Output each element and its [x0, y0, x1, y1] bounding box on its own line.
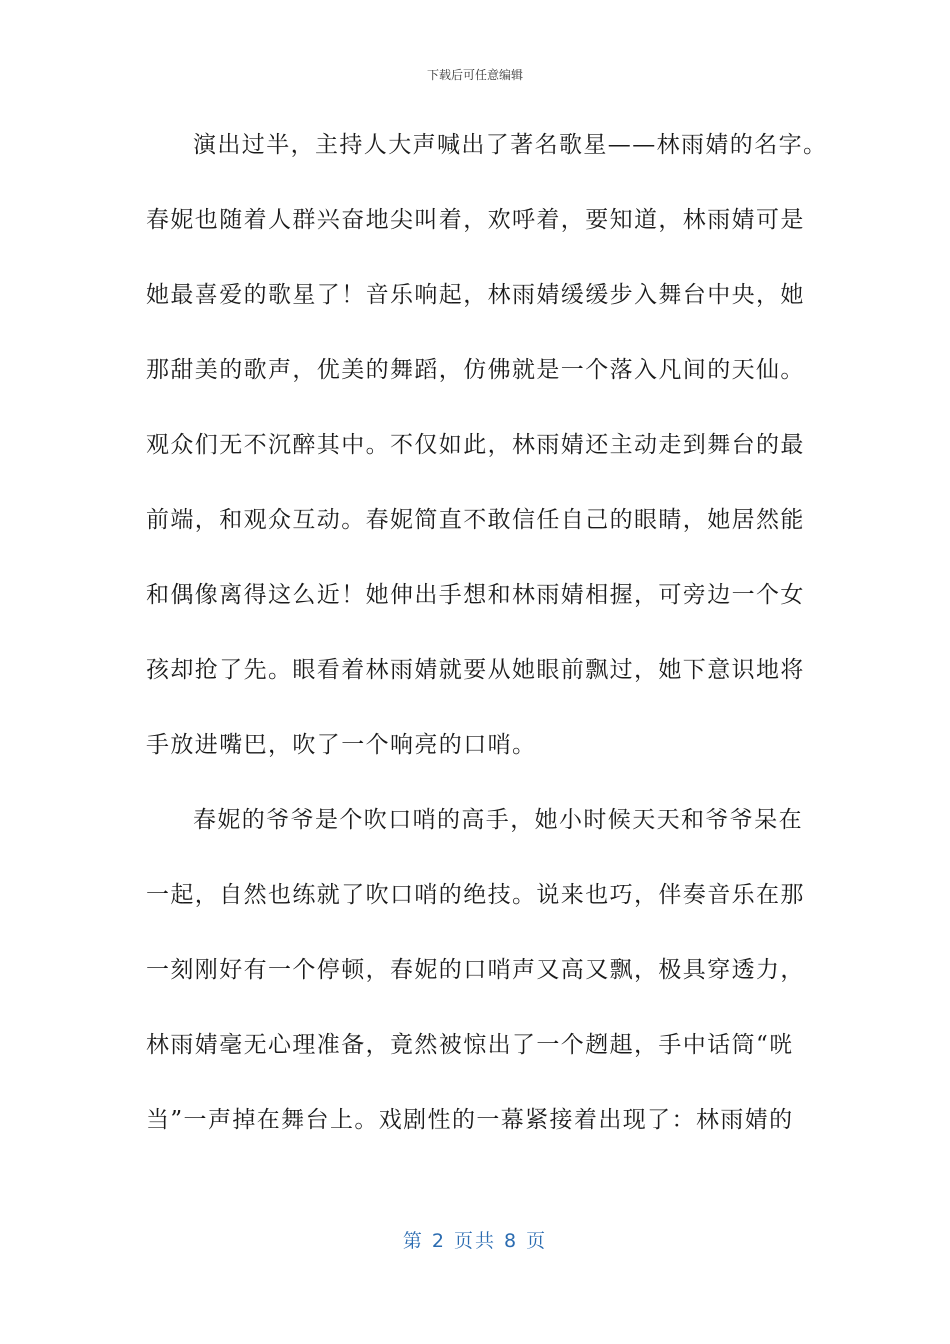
paragraph-line: 那甜美的歌声，优美的舞蹈，仿佛就是一个落入凡间的天仙。 — [146, 357, 805, 383]
paragraph-line: 和偶像离得这么近！她伸出手想和林雨婧相握，可旁边一个女 — [146, 582, 805, 608]
page-header: 下载后可任意编辑 — [426, 68, 523, 82]
page-number-footer: 第 2 页共 8 页 — [402, 1230, 548, 1252]
paragraph-line: 手放进嘴巴，吹了一个响亮的口哨。 — [146, 732, 537, 758]
paragraph-line: 春妮也随着人群兴奋地尖叫着，欢呼着，要知道，林雨婧可是 — [146, 207, 805, 233]
paragraph-line: 她最喜爱的歌星了！音乐响起，林雨婧缓缓步入舞台中央，她 — [146, 282, 805, 308]
paragraph-line: 孩却抢了先。眼看着林雨婧就要从她眼前飘过，她下意识地将 — [146, 657, 805, 683]
paragraph-line: 观众们无不沉醉其中。不仅如此，林雨婧还主动走到舞台的最 — [146, 432, 805, 458]
paragraph-line: 一起，自然也练就了吹口哨的绝技。说来也巧，伴奏音乐在那 — [146, 882, 805, 908]
paragraph-line: 前端，和观众互动。春妮简直不敢信任自己的眼睛，她居然能 — [146, 507, 805, 533]
paragraph-line: 林雨婧毫无心理准备，竟然被惊出了一个趔趄，手中话筒“咣 — [146, 1032, 794, 1058]
paragraph-line: 演出过半，主持人大声喊出了著名歌星——林雨婧的名字。 — [193, 132, 828, 158]
paragraph-line: 当”一声掉在舞台上。戏剧性的一幕紧接着出现了：林雨婧的 — [146, 1107, 794, 1133]
paragraph-line: 春妮的爷爷是个吹口哨的高手，她小时候天天和爷爷呆在 — [193, 807, 803, 833]
paragraph-line: 一刻刚好有一个停顿，春妮的口哨声又高又飘，极具穿透力， — [146, 957, 805, 983]
